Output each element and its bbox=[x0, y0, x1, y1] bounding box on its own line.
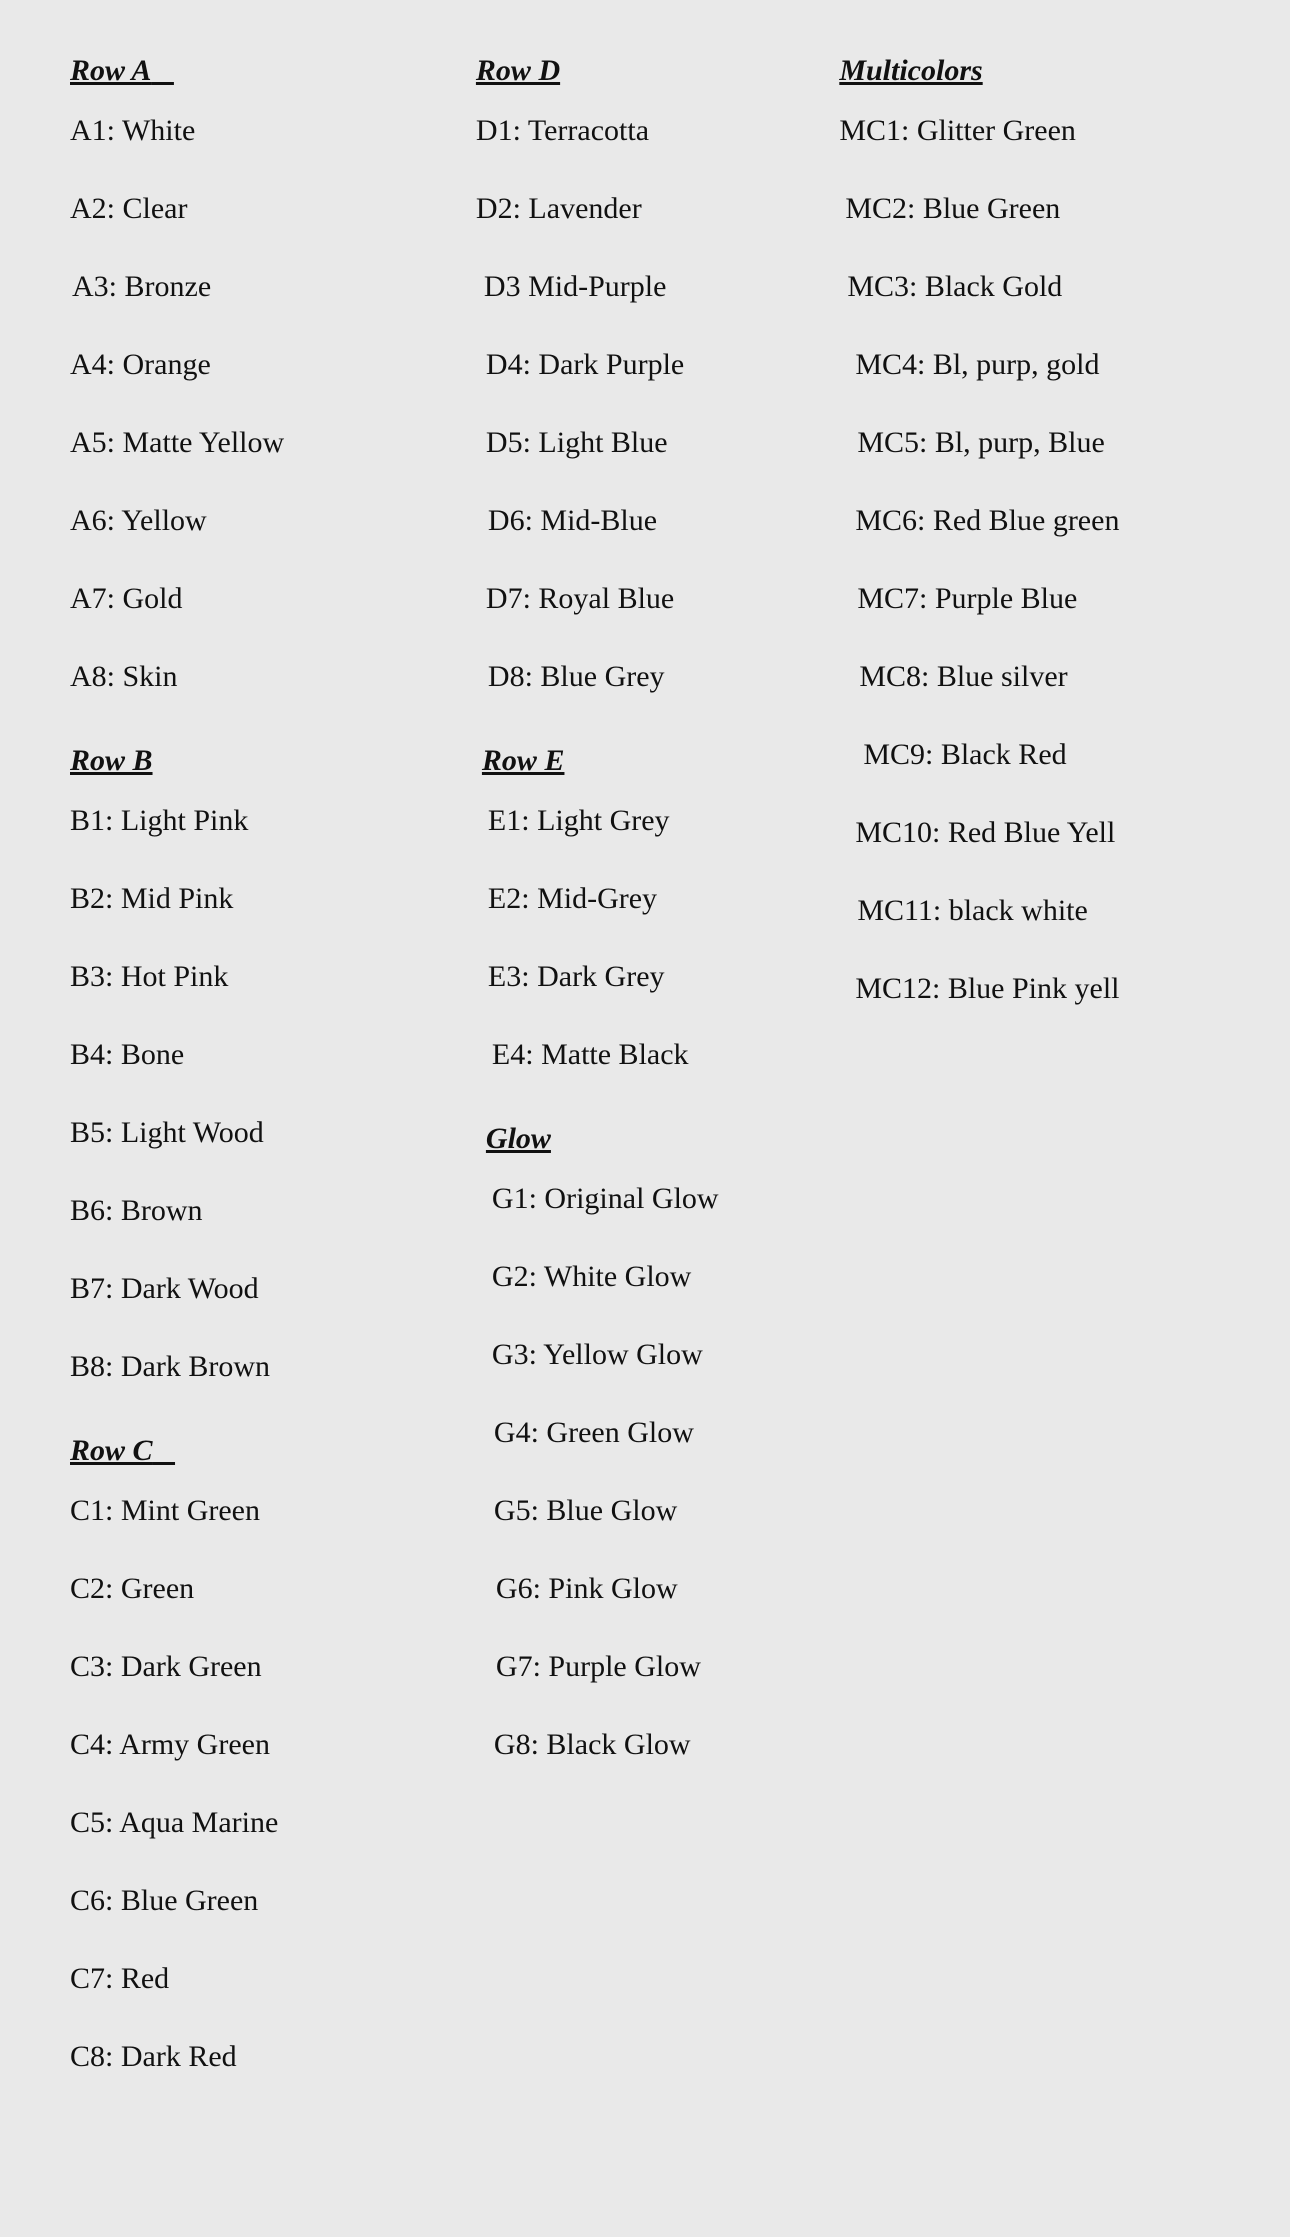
group-row-a bbox=[70, 48, 476, 694]
row-d-heading: Row D bbox=[475, 54, 561, 87]
group-row-c bbox=[70, 1428, 476, 2074]
list-item: B5: Light Wood bbox=[70, 1116, 264, 1149]
list-item: A3: Bronze bbox=[72, 270, 212, 303]
list-item: G5: Blue Glow bbox=[493, 1494, 678, 1527]
row-a-heading: Row A bbox=[70, 54, 152, 87]
color-columns bbox=[40, 48, 1250, 2118]
list-item: D7: Royal Blue bbox=[485, 582, 675, 615]
list-item: B8: Dark Brown bbox=[70, 1350, 270, 1383]
multicolors-heading: Multicolors bbox=[839, 54, 983, 87]
list-item: D3 Mid-Purple bbox=[483, 270, 667, 303]
row-b-heading: Row B bbox=[70, 744, 153, 777]
list-item: A5: Matte Yellow bbox=[70, 426, 285, 459]
row-c-heading: Row C bbox=[70, 1434, 153, 1467]
list-item: MC4: Bl, purp, gold bbox=[855, 348, 1100, 381]
column-left bbox=[40, 48, 476, 2118]
list-item: D6: Mid-Blue bbox=[487, 504, 658, 537]
list-item: MC7: Purple Blue bbox=[857, 582, 1078, 615]
list-item: MC11: black white bbox=[857, 894, 1088, 927]
list-item: C1: Mint Green bbox=[70, 1494, 260, 1527]
list-item: MC3: Black Gold bbox=[847, 270, 1063, 303]
list-item: G7: Purple Glow bbox=[495, 1650, 701, 1683]
column-middle bbox=[476, 48, 829, 1806]
list-item: MC10: Red Blue Yell bbox=[855, 816, 1116, 849]
list-item: B7: Dark Wood bbox=[70, 1272, 259, 1305]
list-item: A2: Clear bbox=[70, 192, 188, 225]
list-item: MC2: Blue Green bbox=[845, 192, 1061, 225]
list-item: MC1: Glitter Green bbox=[839, 114, 1076, 147]
list-item: MC8: Blue silver bbox=[859, 660, 1068, 693]
group-row-e bbox=[476, 738, 829, 1072]
row-e-heading: Row E bbox=[481, 744, 565, 777]
list-item: B1: Light Pink bbox=[70, 804, 249, 837]
list-item: G4: Green Glow bbox=[493, 1416, 694, 1449]
group-multicolors bbox=[839, 48, 1250, 1006]
list-item: G2: White Glow bbox=[491, 1260, 692, 1293]
list-item: C8: Dark Red bbox=[70, 2040, 237, 2073]
list-item: G1: Original Glow bbox=[491, 1182, 719, 1215]
list-item: A1: White bbox=[70, 114, 196, 147]
list-item: G6: Pink Glow bbox=[495, 1572, 678, 1605]
list-item: C7: Red bbox=[70, 1962, 170, 1995]
list-item: MC6: Red Blue green bbox=[855, 504, 1120, 537]
list-item: B3: Hot Pink bbox=[70, 960, 229, 993]
column-right bbox=[829, 48, 1250, 1050]
list-item: B4: Bone bbox=[70, 1038, 185, 1071]
list-item: C6: Blue Green bbox=[70, 1884, 259, 1917]
list-item: C5: Aqua Marine bbox=[70, 1806, 279, 1839]
list-item: MC12: Blue Pink yell bbox=[855, 972, 1120, 1005]
list-item: MC9: Black Red bbox=[863, 738, 1067, 771]
list-item: C2: Green bbox=[70, 1572, 195, 1605]
list-item: D5: Light Blue bbox=[485, 426, 668, 459]
list-item: G3: Yellow Glow bbox=[491, 1338, 703, 1371]
list-item: MC5: Bl, purp, Blue bbox=[857, 426, 1105, 459]
list-item: E4: Matte Black bbox=[491, 1038, 689, 1071]
list-item: A6: Yellow bbox=[70, 504, 207, 537]
list-item: A8: Skin bbox=[70, 660, 178, 693]
list-item: E2: Mid-Grey bbox=[487, 882, 658, 915]
group-glow bbox=[476, 1116, 829, 1762]
group-row-b bbox=[70, 738, 476, 1384]
list-item: A7: Gold bbox=[70, 582, 183, 615]
list-item: G8: Black Glow bbox=[493, 1728, 691, 1761]
list-item: A4: Orange bbox=[70, 348, 211, 381]
list-item: E1: Light Grey bbox=[487, 804, 670, 837]
list-item: D1: Terracotta bbox=[475, 114, 650, 147]
list-item: E3: Dark Grey bbox=[487, 960, 665, 993]
list-item: D4: Dark Purple bbox=[485, 348, 685, 381]
list-item: C4: Army Green bbox=[70, 1728, 270, 1761]
list-item: D8: Blue Grey bbox=[487, 660, 665, 693]
list-item: D2: Lavender bbox=[475, 192, 642, 225]
list-item: B6: Brown bbox=[70, 1194, 203, 1227]
list-item: B2: Mid Pink bbox=[70, 882, 234, 915]
group-row-d bbox=[476, 48, 829, 694]
glow-heading: Glow bbox=[485, 1122, 551, 1155]
list-item: C3: Dark Green bbox=[70, 1650, 262, 1683]
